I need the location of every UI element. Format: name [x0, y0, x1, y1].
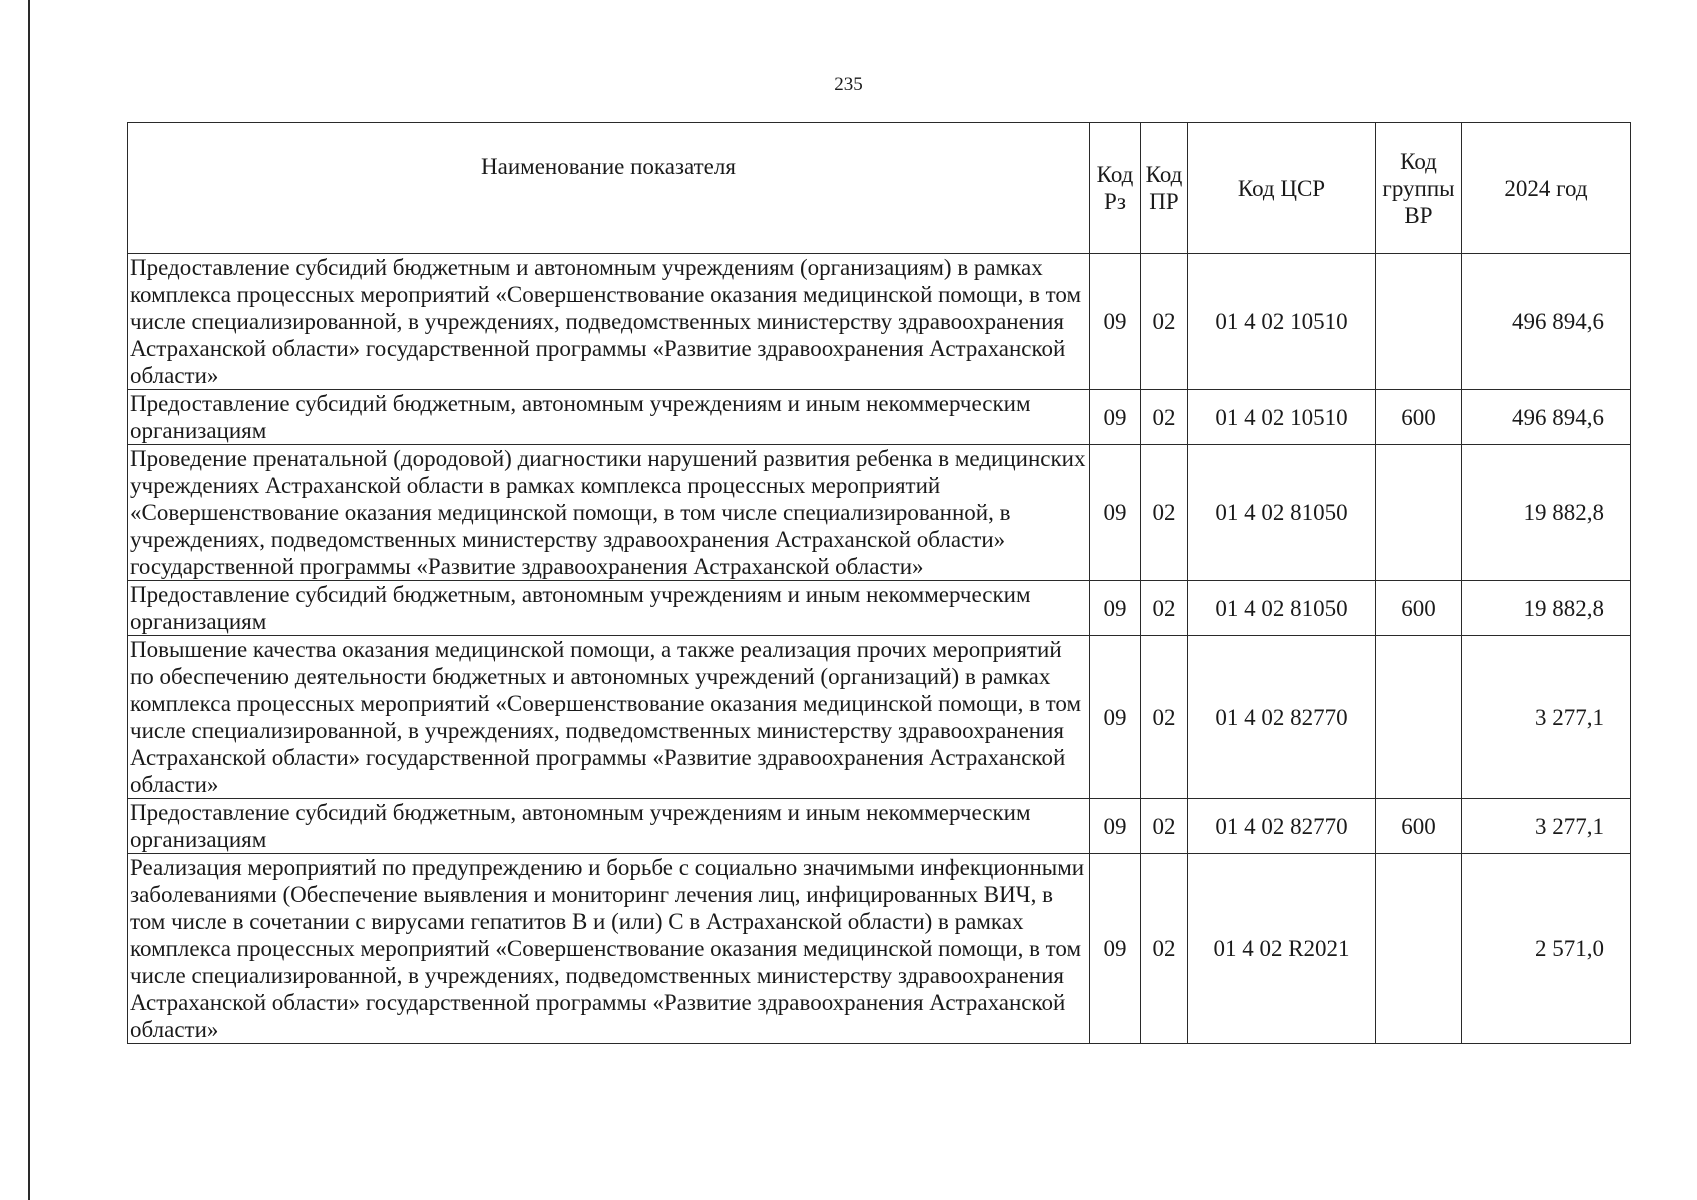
row-vr: 600	[1376, 799, 1462, 854]
column-header-pr: Код ПР	[1141, 123, 1188, 254]
row-amount: 3 277,1	[1462, 636, 1631, 799]
row-csr: 01 4 02 10510	[1188, 390, 1376, 445]
row-name: Проведение пренатальной (дородовой) диагностики нарушений развития ребенка в медицинских учреждениях Астраханской области в рамках комплекса процессных мероприятий «Совершенствование оказания медицинской помощи, в том числе специализированной, в учреждениях, подведомственных министерству здравоохранения Астраханской области» государственной программы «Развитие здравоохранения Астраханской области»	[128, 445, 1090, 581]
row-amount: 2 571,0	[1462, 854, 1631, 1044]
table-row	[128, 854, 1631, 1044]
margin-line	[28, 0, 30, 1200]
row-amount: 496 894,6	[1462, 254, 1631, 390]
row-csr: 01 4 02 R2021	[1188, 854, 1376, 1044]
row-vr: 600	[1376, 581, 1462, 636]
row-name: Повышение качества оказания медицинской помощи, а также реализация прочих мероприятий по обеспечению деятельности бюджетных и автономных учреждений (организаций) в рамках комплекса процессных мероприятий «Совершенствование оказания медицинской помощи, в том числе специализированной, в учреждениях, подведомственных министерству здравоохранения Астраханской области» государственной программы «Развитие здравоохранения Астраханской области»	[128, 636, 1090, 799]
row-name: Предоставление субсидий бюджетным, автономным учреждениям и иным некоммерческим организациям	[128, 799, 1090, 854]
row-amount: 3 277,1	[1462, 799, 1631, 854]
row-csr: 01 4 02 82770	[1188, 636, 1376, 799]
row-csr: 01 4 02 81050	[1188, 445, 1376, 581]
table-row	[128, 254, 1631, 390]
table-row	[128, 636, 1631, 799]
row-name: Предоставление субсидий бюджетным и автономным учреждениям (организациям) в рамках комплекса процессных мероприятий «Совершенствование оказания медицинской помощи, в том числе специализированной, в учреждениях, подведомственных министерству здравоохранения Астраханской области» государственной программы «Развитие здравоохранения Астраханской области»	[128, 254, 1090, 390]
column-header-csr: Код ЦСР	[1188, 123, 1376, 254]
row-rz: 09	[1090, 636, 1141, 799]
column-header-vr: Код группы ВР	[1376, 123, 1462, 254]
row-rz: 09	[1090, 799, 1141, 854]
row-name: Реализация мероприятий по предупреждению и борьбе с социально значимыми инфекционными заболеваниями (Обеспечение выявления и мониторинг лечения лиц, инфицированных ВИЧ, в том числе в сочетании с вирусами гепатитов B и (или) C в Астраханской области) в рамках комплекса процессных мероприятий «Совершенствование оказания медицинской помощи, в том числе специализированной, в учреждениях, подведомственных министерству здравоохранения Астраханской области» государственной программы «Развитие здравоохранения Астраханской области»	[128, 854, 1090, 1044]
table-row	[128, 581, 1631, 636]
row-pr: 02	[1141, 799, 1188, 854]
row-csr: 01 4 02 82770	[1188, 799, 1376, 854]
row-amount: 19 882,8	[1462, 581, 1631, 636]
row-amount: 496 894,6	[1462, 390, 1631, 445]
row-pr: 02	[1141, 854, 1188, 1044]
table-row	[128, 799, 1631, 854]
row-rz: 09	[1090, 581, 1141, 636]
row-pr: 02	[1141, 390, 1188, 445]
row-pr: 02	[1141, 254, 1188, 390]
table-row	[128, 445, 1631, 581]
row-name: Предоставление субсидий бюджетным, автономным учреждениям и иным некоммерческим организациям	[128, 390, 1090, 445]
row-rz: 09	[1090, 254, 1141, 390]
page-number: 235	[834, 74, 863, 95]
row-vr	[1376, 636, 1462, 799]
row-rz: 09	[1090, 445, 1141, 581]
row-pr: 02	[1141, 581, 1188, 636]
column-header-rz: Код Рз	[1090, 123, 1141, 254]
row-vr: 600	[1376, 390, 1462, 445]
row-vr	[1376, 854, 1462, 1044]
table-row	[128, 390, 1631, 445]
row-amount: 19 882,8	[1462, 445, 1631, 581]
row-name: Предоставление субсидий бюджетным, автономным учреждениям и иным некоммерческим организациям	[128, 581, 1090, 636]
row-vr	[1376, 445, 1462, 581]
row-vr	[1376, 254, 1462, 390]
row-rz: 09	[1090, 854, 1141, 1044]
table-header-row	[128, 123, 1631, 254]
row-pr: 02	[1141, 636, 1188, 799]
row-csr: 01 4 02 10510	[1188, 254, 1376, 390]
row-csr: 01 4 02 81050	[1188, 581, 1376, 636]
column-header-name: Наименование показателя	[128, 123, 1090, 254]
row-rz: 09	[1090, 390, 1141, 445]
column-header-year: 2024 год	[1462, 123, 1631, 254]
budget-table	[127, 122, 1631, 1044]
row-pr: 02	[1141, 445, 1188, 581]
